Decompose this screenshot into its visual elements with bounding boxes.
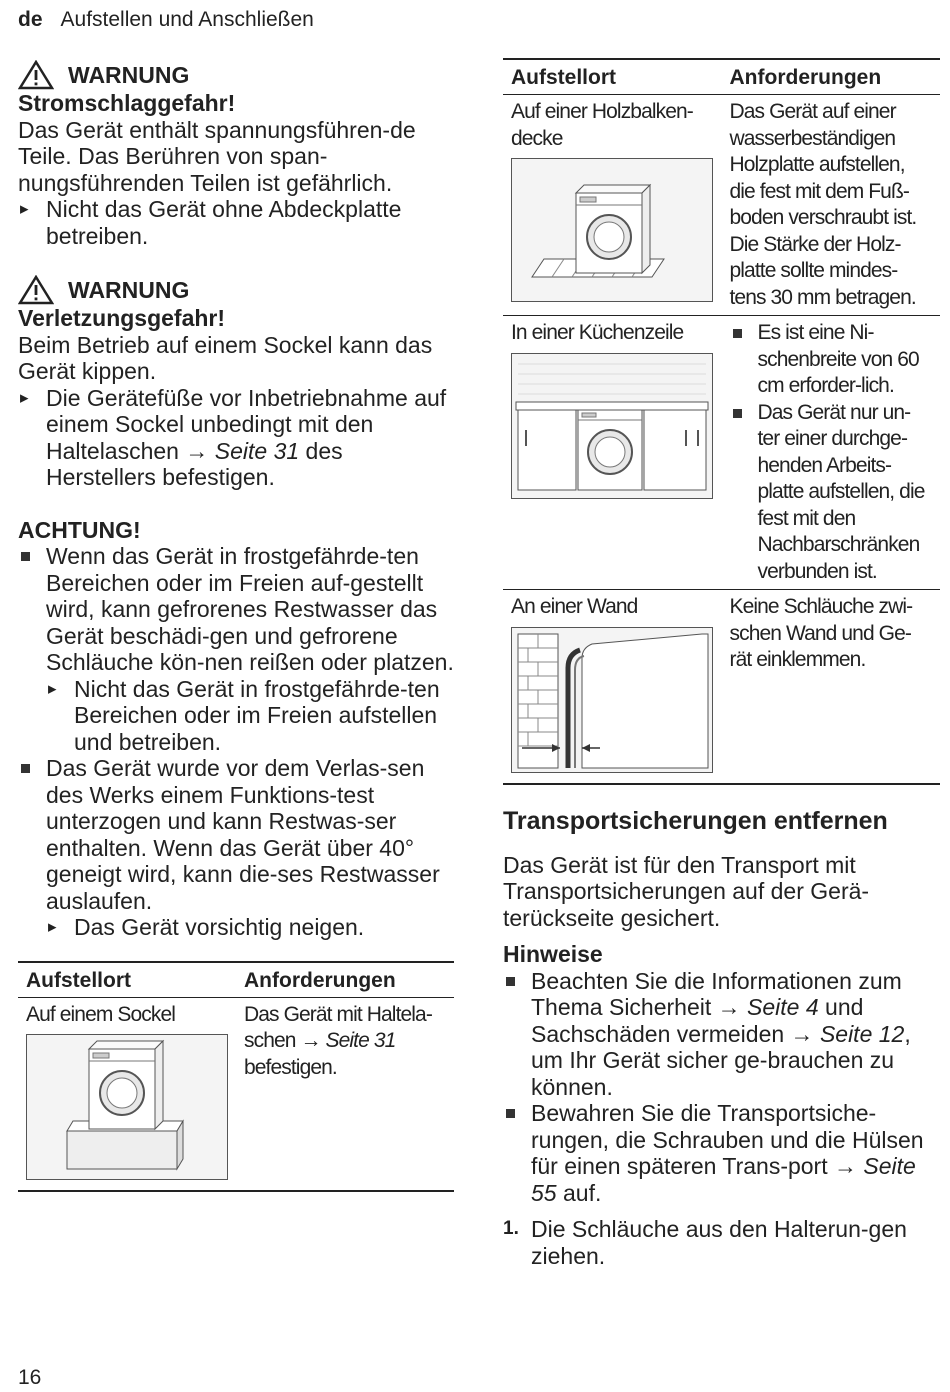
warning-action: ▸ Nicht das Gerät ohne Abdeckplatte betreiben. [18, 196, 454, 249]
step-number: 1. [503, 1218, 519, 1239]
table-row [503, 590, 940, 784]
page-reference-link[interactable]: Seite 4 [747, 994, 819, 1020]
warning-triangle-icon [18, 60, 54, 90]
placement-table-right [503, 58, 940, 785]
warning-text: Das Gerät enthält spannungsführen-de Teile. Das Berühren von span-nungsführenden Teilen ist gefährlich. [18, 116, 416, 196]
step-text: Die Schläuche aus den Halterun-gen ziehen. [531, 1216, 907, 1269]
requirement-item: Das Gerät nur un-ter einer durchge-henden Arbeits-platte aufstellen, die fest mit den Nachbarschränken verbunden ist. [730, 400, 933, 586]
list-item-action: ▸ Nicht das Gerät in frostgefährde-ten Bereichen oder im Freien aufstellen und betreiben. [46, 676, 454, 756]
table-header: Aufstellort [503, 59, 722, 95]
placement-label: Auf einer Holzbalken-decke [511, 100, 693, 150]
right-column [503, 58, 940, 1269]
requirement-text: Das Gerät mit Haltela-schen → [244, 1002, 432, 1052]
step-item [503, 1216, 940, 1269]
section-title: Transportsicherungen entfernen [503, 806, 888, 835]
intro-text: Das Gerät ist für den Transport mit Transportsicherungen auf der Gerä-terückseite gesichert. [503, 851, 870, 931]
hint-item: Bewahren Sie die Transportsiche-rungen, die Schrauben und die Hülsen für einen späteren Trans-port → Seite 55 auf. [503, 1100, 940, 1206]
warning-label: WARNUNG [68, 276, 190, 303]
list-item: Das Gerät wurde vor dem Verlas-sen des Werks einem Funktions-test unterzogen und kann Restwas-ser enthalten. Wenn das Gerät über 40° geneigt wird, kann die-ses Restwasser auslaufen. [18, 755, 454, 914]
table-row [503, 95, 940, 316]
warning-triangle-icon [18, 275, 54, 305]
page-reference-link[interactable]: Seite 12 [819, 1020, 905, 1047]
placement-table-left [18, 961, 454, 1193]
warning-injury [18, 275, 454, 491]
placement-label: An einer Wand [511, 595, 638, 618]
page-reference-link[interactable]: Seite 31 [325, 1029, 396, 1052]
warning-electric-shock [18, 60, 454, 249]
table-row: Auf einem Sockel Das Gerät mit Haltela-schen → Seite 31 befestigen. [18, 997, 454, 1191]
table-row [503, 316, 940, 590]
table-header: Aufstellort [18, 962, 236, 998]
page-reference-link[interactable]: Seite 31 [214, 437, 300, 464]
placement-label: Auf einem Sockel [26, 1002, 176, 1026]
washer-on-pedestal-illustration [26, 1034, 228, 1180]
warning-text: Beim Betrieb auf einem Sockel kann das Gerät kippen. [18, 331, 433, 384]
washer-against-wall-illustration [511, 627, 713, 773]
page-number: 16 [18, 1366, 42, 1389]
hinweise-title: Hinweise [503, 941, 603, 967]
list-item-action: ▸ Das Gerät vorsichtig neigen. [46, 914, 454, 941]
header-title: Aufstellen und Anschließen [60, 8, 314, 31]
warning-action: ▸ Die Gerätefüße vor Inbetriebnahme auf einem Sockel unbedingt mit den Haltelaschen → Seite 31 des Herstellers befestigen. [18, 385, 454, 491]
left-column [18, 60, 454, 1192]
hint-item: Beachten Sie die Informationen zum Thema Sicherheit → Seite 4 und Sachschäden vermeiden → Seite 12, um Ihr Gerät sicher ge-brauchen zu können. [503, 968, 940, 1101]
achtung-notice [18, 517, 454, 941]
washer-in-kitchen-illustration [511, 353, 713, 499]
achtung-title: ACHTUNG! [18, 516, 141, 543]
placement-label: In einer Küchenzeile [511, 321, 684, 344]
warning-title: Stromschlaggefahr! [18, 90, 236, 116]
language-code: de [18, 8, 43, 31]
table-header: Anforderungen [236, 962, 454, 998]
washer-on-wooden-floor-illustration [511, 158, 713, 302]
requirement-item: Es ist eine Ni-schenbreite von 60 cm erforder-lich. [730, 320, 933, 400]
list-item: Wenn das Gerät in frostgefährde-ten Bereichen oder im Freien auf-gestellt wird, kann gefrorenes Restwasser das Gerät beschädi-gen und gefrorene Schläuche kön-nen reißen oder platzen. [18, 543, 454, 676]
page-reference-link[interactable]: Seite 55 [531, 1153, 916, 1206]
requirement-text: Das Gerät auf einer wasserbeständigen Holzplatte aufstellen, die fest mit dem Fuß-boden verschraubt ist. Die Stärke der Holz-platte sollte mindes-tens 30 mm betragen. [722, 95, 941, 316]
table-header: Anforderungen [722, 59, 941, 95]
warning-title: Verletzungsgefahr! [18, 305, 226, 331]
warning-label: WARNUNG [68, 61, 190, 88]
requirement-text: Keine Schläuche zwi-schen Wand und Ge-rät einklemmen. [722, 590, 941, 784]
page-header [18, 8, 314, 32]
